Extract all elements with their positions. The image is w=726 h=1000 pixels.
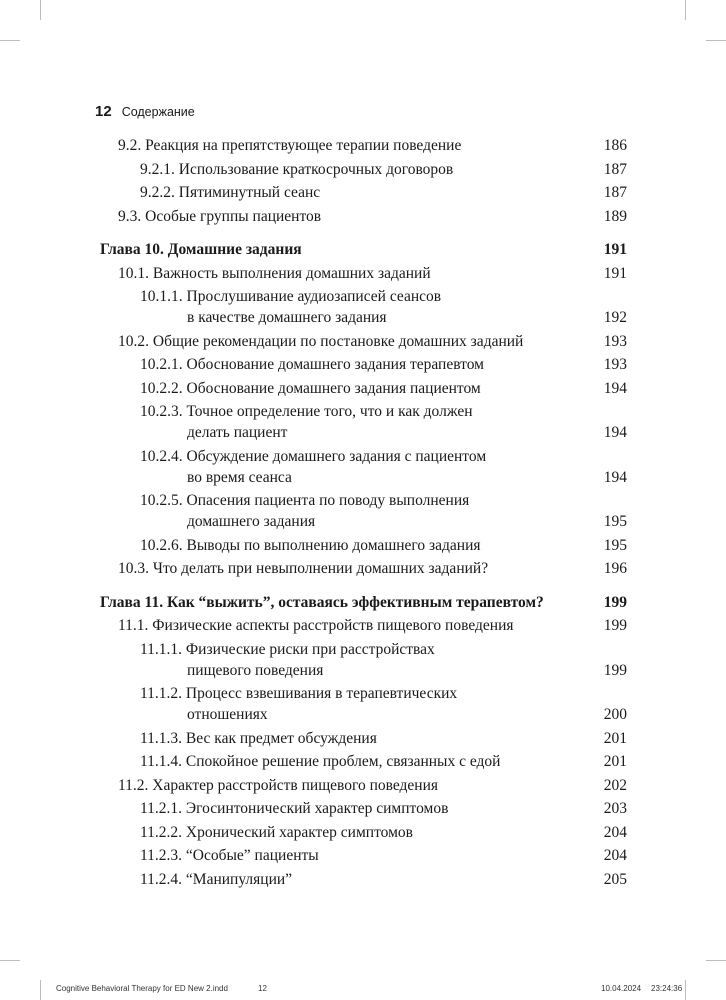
toc-page-number: 193: [603, 332, 627, 350]
slug-page: 12: [258, 984, 267, 993]
toc-entry-title-continued: пищевого поведения: [187, 661, 324, 679]
toc-page-number: 199: [603, 661, 627, 679]
slug-date: 10.04.2024: [601, 984, 642, 993]
toc-entry-title: 10.3. Что делать при невыполнении домашних заданий?: [118, 560, 489, 577]
toc-entry-title: Глава 11. Как “выжить”, оставаясь эффективным терапевтом?: [100, 593, 544, 611]
section-title: Содержание: [121, 105, 195, 119]
toc-entry-title: Глава 10. Домашние задания: [100, 241, 302, 258]
toc-page-number: 195: [603, 536, 627, 554]
toc-entry-title: 11.1.1. Физические риски при расстройствах: [140, 640, 435, 658]
toc-entry-title: 10.2.3. Точное определение того, что и как должен: [140, 403, 473, 420]
toc-entry-title-continued: во время сеанса: [187, 468, 292, 486]
toc-entry-title: 11.1. Физические аспекты расстройств пищевого поведения: [118, 617, 514, 634]
toc-page-number: 201: [603, 729, 627, 747]
toc-entry-title: 10.2.2. Обоснование домашнего задания пациентом: [140, 379, 481, 397]
toc-entry-title: 9.2.1. Использование краткосрочных договоров: [140, 160, 454, 178]
crop-mark: [685, 0, 686, 20]
toc-entry-title: 10.2. Общие рекомендации по постановке домашних заданий: [118, 332, 524, 350]
toc-page-number: 194: [603, 379, 627, 397]
toc-page-number: 193: [603, 356, 627, 373]
toc-page-number: 203: [603, 800, 627, 817]
crop-mark: [0, 40, 20, 41]
crop-mark: [0, 960, 20, 961]
toc-page-number: 195: [603, 513, 627, 530]
toc-page-number: 204: [603, 823, 627, 841]
toc-entry-title-continued: домашнего задания: [187, 513, 316, 530]
toc-page-number: 186: [603, 137, 627, 154]
crop-mark: [706, 960, 726, 961]
toc-entry-title-continued: делать пациент: [187, 424, 288, 441]
toc-page-number: 192: [603, 309, 627, 326]
toc-entry-title: 10.1. Важность выполнения домашних заданий: [118, 264, 431, 282]
toc-entry-title: 10.2.4. Обсуждение домашнего задания с пациентом: [140, 447, 487, 465]
toc-page-number: 200: [603, 706, 627, 723]
toc-entry-title: 11.1.4. Спокойное решение проблем, связанных с едой: [140, 753, 501, 770]
toc-page-number: 187: [603, 184, 627, 201]
toc-entry-title: 11.2.1. Эгосинтонический характер симптомов: [140, 800, 449, 817]
toc-entry-title: 9.2.2. Пятиминутный сеанс: [140, 184, 321, 201]
toc-page-number: 204: [603, 847, 627, 864]
toc-page-number: 205: [603, 870, 627, 888]
slug-filename: Cognitive Behavioral Therapy for ED New 2.indd: [56, 984, 228, 993]
toc-entry-title: 11.1.2. Процесс взвешивания в терапевтических: [140, 685, 458, 702]
toc-page-number: 189: [603, 207, 627, 225]
toc-entry-title: 11.2. Характер расстройств пищевого поведения: [118, 776, 438, 794]
toc-entry-title-continued: отношениях: [187, 706, 268, 723]
crop-mark: [706, 40, 726, 41]
toc-page-number: 199: [603, 617, 627, 634]
slug-time: 23:24:36: [651, 984, 683, 993]
page-number: 12: [95, 103, 112, 120]
running-head: [95, 103, 195, 123]
toc-page-number: 196: [603, 560, 627, 577]
crop-mark: [685, 980, 686, 1000]
toc-entry-title-continued: в качестве домашнего задания: [187, 309, 387, 326]
toc-page-number: 191: [603, 241, 627, 258]
toc-entry-title: 10.2.5. Опасения пациента по поводу выполнения: [140, 492, 470, 509]
toc-page-number: 194: [603, 424, 627, 441]
toc-page-number: 201: [603, 753, 627, 770]
toc-entry-title: 11.2.4. “Манипуляции”: [140, 870, 293, 888]
toc-entry-title: 10.2.6. Выводы по выполнению домашнего задания: [140, 536, 481, 554]
crop-mark: [40, 0, 41, 20]
toc-page-number: 199: [603, 593, 627, 611]
toc-page-number: 187: [603, 160, 627, 178]
toc-entry-title: 9.2. Реакция на препятствующее терапии поведение: [118, 137, 462, 154]
toc-entry-title: 10.1.1. Прослушивание аудиозаписей сеансов: [140, 288, 442, 305]
toc-page-number: 194: [603, 468, 627, 486]
toc-entry-title: 9.3. Особые группы пациентов: [118, 207, 322, 225]
toc-page-number: 202: [603, 776, 627, 794]
crop-mark: [40, 980, 41, 1000]
toc-page-number: 191: [603, 264, 627, 282]
toc-entry-title: 10.2.1. Обоснование домашнего задания терапевтом: [140, 356, 484, 373]
toc-entry-title: 11.2.3. “Особые” пациенты: [140, 847, 319, 864]
toc-entry-title: 11.1.3. Вес как предмет обсуждения: [140, 729, 377, 747]
toc-entry-title: 11.2.2. Хронический характер симптомов: [140, 823, 413, 841]
